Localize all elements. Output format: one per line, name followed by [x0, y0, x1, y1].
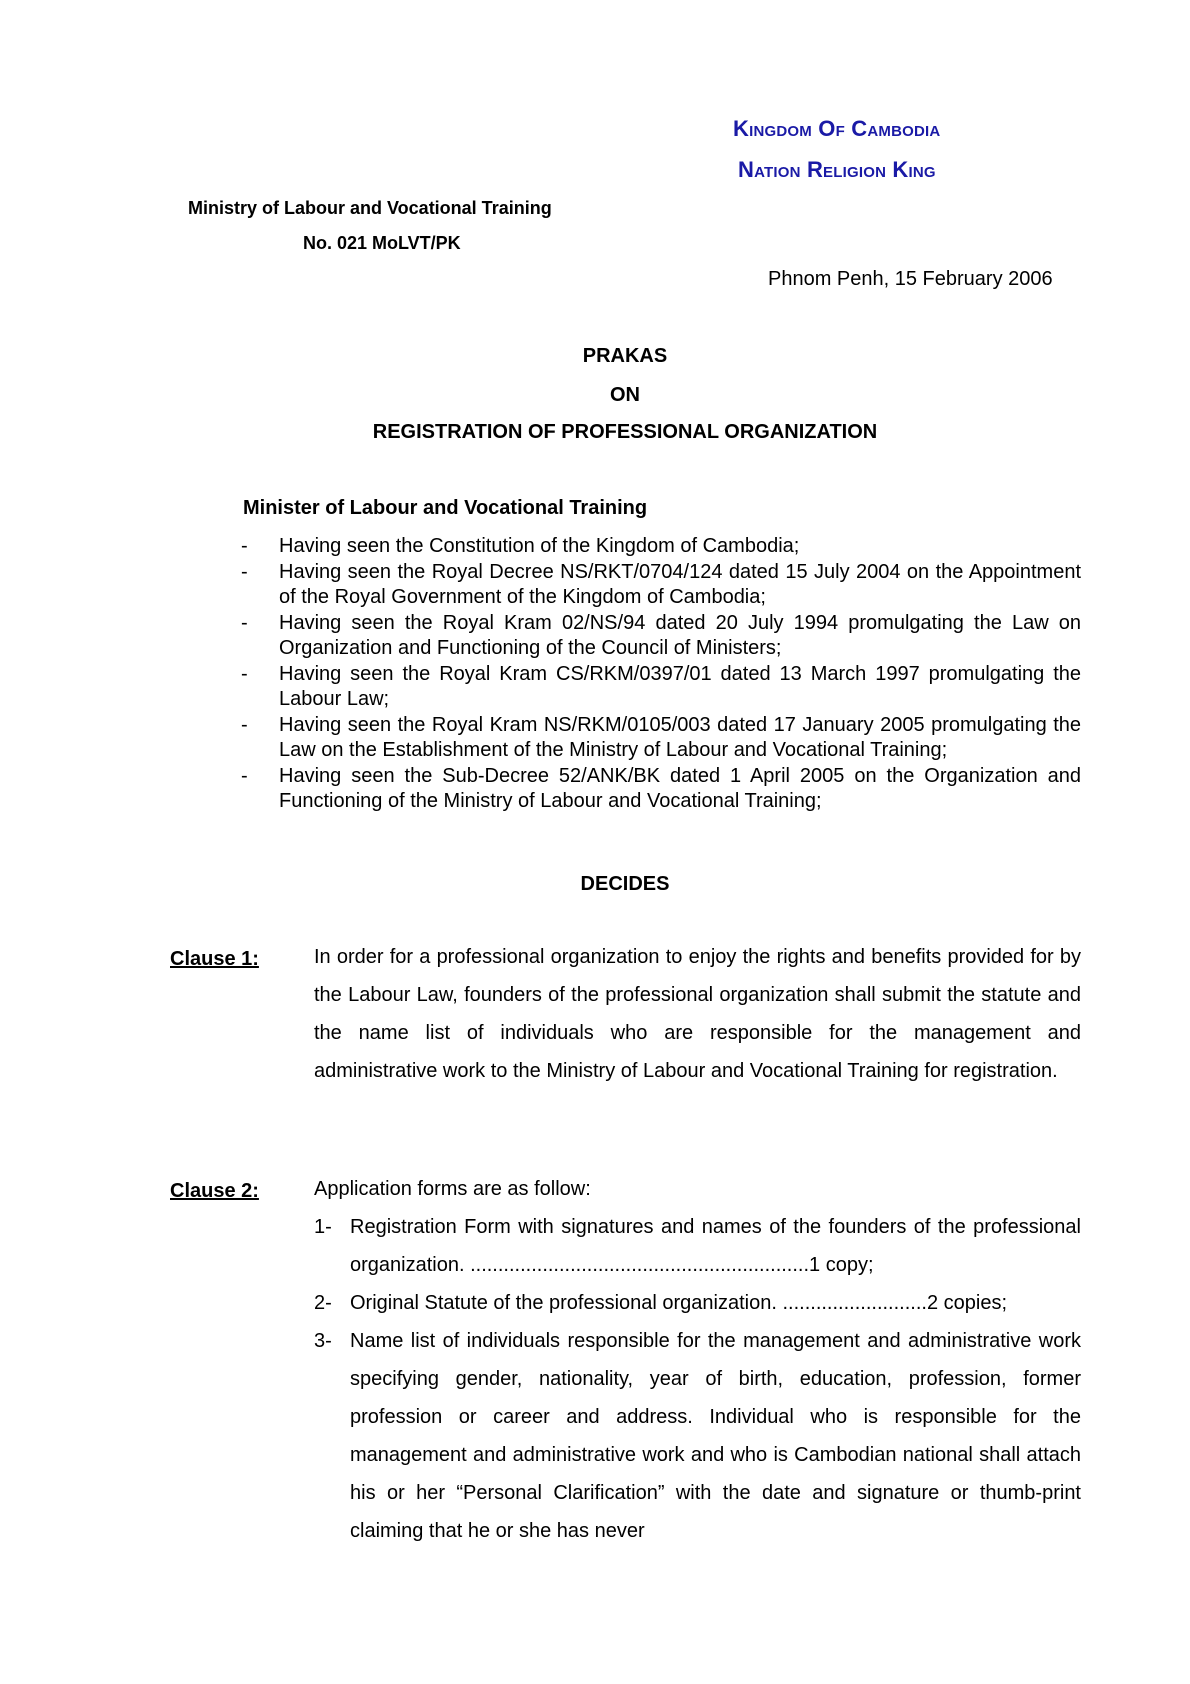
- list-dash: -: [241, 611, 248, 634]
- item-number: 2-: [314, 1292, 332, 1314]
- clause-2-body: [314, 1170, 1081, 1550]
- preamble-item: [241, 713, 1081, 764]
- clause-2-intro: Application forms are as follow:: [314, 1178, 591, 1200]
- preamble-text: Having seen the Constitution of the Kingdom of Cambodia;: [279, 535, 800, 557]
- item-number: 1-: [314, 1216, 332, 1238]
- list-dash: -: [241, 713, 248, 736]
- item-text: Registration Form with signatures and names of the founders of the professional organization. .............................................................1 copy;: [350, 1216, 1081, 1276]
- document-number: No. 021 MoLVT/PK: [303, 233, 461, 253]
- item-text: Original Statute of the professional organization. ..........................2 copies;: [350, 1292, 1008, 1314]
- motto-heading: Nation Religion King: [738, 157, 936, 182]
- ministry-name: Ministry of Labour and Vocational Training: [188, 198, 552, 218]
- preamble-item: [241, 534, 1081, 560]
- item-text: Name list of individuals responsible for the management and administrative work specifying gender, nationality, year of birth, education, profession, former profession or career and address. Individual who is responsible for the management and administrative work and who is Cambodian national shall attach his or her “Personal Clarification” with the date and signature or thumb-print claiming that he or she has never: [350, 1330, 1081, 1542]
- preamble-list: [241, 534, 1081, 815]
- preamble-item: [241, 611, 1081, 662]
- list-dash: -: [241, 560, 248, 583]
- title-on: ON: [610, 384, 640, 406]
- clause-1-label: Clause 1:: [170, 948, 259, 970]
- title-subject: REGISTRATION OF PROFESSIONAL ORGANIZATION: [372, 421, 878, 443]
- title-prakas: PRAKAS: [582, 345, 668, 367]
- preamble-item: [241, 764, 1081, 815]
- application-form-item: [314, 1208, 1081, 1284]
- preamble-text: Having seen the Royal Kram CS/RKM/0397/01 dated 13 March 1997 promulgating the Labour Law;: [279, 662, 1081, 710]
- preamble-text: Having seen the Royal Kram NS/RKM/0105/003 dated 17 January 2005 promulgating the Law on the Establishment of the Ministry of Labour and Vocational Training;: [279, 713, 1081, 761]
- clause-2-label: Clause 2:: [170, 1180, 259, 1202]
- clause-1-text: In order for a professional organization to enjoy the rights and benefits provided for by the Labour Law, founders of the professional organization shall submit the statute and the name list of individuals who are responsible for the management and administrative work to the Ministry of Labour and Vocational Training for registration.: [314, 946, 1081, 1082]
- list-dash: -: [241, 662, 248, 685]
- application-form-item: [314, 1322, 1081, 1550]
- preamble-item: [241, 560, 1081, 611]
- decides-heading: DECIDES: [580, 873, 670, 895]
- list-dash: -: [241, 764, 248, 787]
- item-number: 3-: [314, 1330, 332, 1352]
- preamble-text: Having seen the Royal Decree NS/RKT/0704/124 dated 15 July 2004 on the Appointment of the Royal Government of the Kingdom of Cambodia;: [279, 560, 1081, 608]
- application-form-item: [314, 1284, 1081, 1322]
- preamble-text: Having seen the Royal Kram 02/NS/94 dated 20 July 1994 promulgating the Law on Organization and Functioning of the Council of Ministers;: [279, 611, 1081, 659]
- preamble-item: [241, 662, 1081, 713]
- minister-heading: Minister of Labour and Vocational Training: [243, 497, 648, 519]
- kingdom-heading: Kingdom Of Cambodia: [733, 116, 941, 141]
- preamble-text: Having seen the Sub-Decree 52/ANK/BK dated 1 April 2005 on the Organization and Functioning of the Ministry of Labour and Vocational Training;: [279, 764, 1081, 812]
- list-dash: -: [241, 535, 248, 557]
- document-date: Phnom Penh, 15 February 2006: [768, 268, 1053, 290]
